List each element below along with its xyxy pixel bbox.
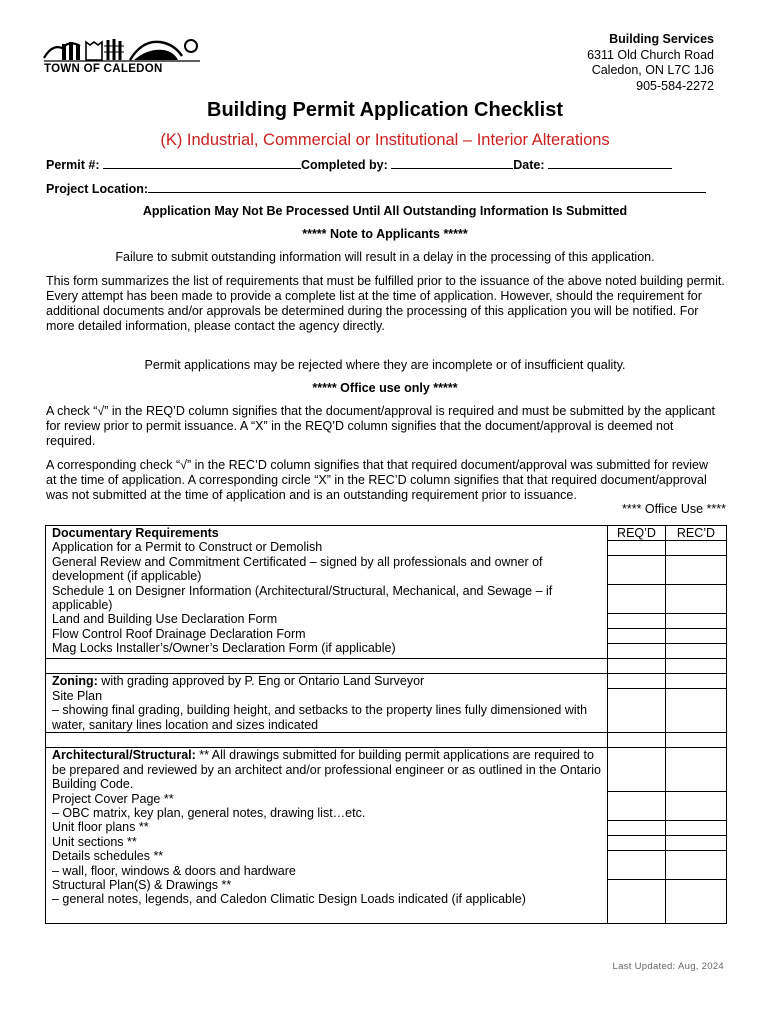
req-checkbox-cell[interactable] bbox=[608, 688, 665, 732]
address-block bbox=[587, 32, 714, 94]
office-use-label: **** Office Use **** bbox=[622, 502, 726, 516]
req-checkbox-cell[interactable] bbox=[608, 879, 665, 923]
completed-by-label: Completed by: bbox=[300, 158, 388, 172]
req-checkbox-cell[interactable] bbox=[608, 791, 665, 820]
req-checkbox-cell[interactable] bbox=[608, 613, 665, 628]
list-item: Details schedules ** bbox=[52, 849, 164, 864]
recd-checkbox-cell[interactable] bbox=[666, 850, 726, 879]
recd-checkbox-cell[interactable] bbox=[666, 688, 726, 732]
recd-checkbox-cell[interactable] bbox=[666, 555, 726, 584]
list-item: Flow Control Roof Drainage Declaration Form bbox=[52, 626, 306, 641]
req-checkbox-cell[interactable] bbox=[608, 643, 665, 658]
date-field[interactable] bbox=[548, 157, 672, 169]
failure-notice: Failure to submit outstanding information will result in a delay in the processing of this application. bbox=[115, 250, 655, 264]
recd-checkbox-cell[interactable] bbox=[666, 613, 726, 628]
req-checkbox-cell[interactable] bbox=[608, 628, 665, 643]
architectural-heading: Architectural/Structural: bbox=[52, 748, 196, 763]
list-item: Unit sections ** bbox=[52, 834, 137, 849]
table-row bbox=[46, 674, 727, 733]
list-item-detail: – OBC matrix, key plan, general notes, drawing list…etc. bbox=[52, 806, 366, 821]
recd-checkbox-cell[interactable] bbox=[666, 820, 726, 835]
req-checkbox-cell[interactable] bbox=[608, 850, 665, 879]
list-item-detail: – general notes, legends, and Caledon Climatic Design Loads indicated (if applicable) bbox=[52, 892, 526, 907]
table-row bbox=[46, 748, 727, 924]
project-location-row bbox=[46, 181, 706, 196]
req-column-header: REQ’D bbox=[617, 526, 656, 540]
town-logo bbox=[42, 36, 202, 78]
summary-paragraph: This form summarizes the list of requirements that must be fulfilled prior to the issuance of the above noted building permit. Every attempt has been made to provide a complete list at the time of application. However, should the requirement for additional documents and/or approvals be determined during the processing of this application you will be notified. For more detailed information, please contact the agency directly. bbox=[46, 274, 725, 333]
page-subtitle: (K) Industrial, Commercial or Institutional – Interior Alterations bbox=[160, 131, 610, 149]
department-name: Building Services bbox=[609, 32, 714, 46]
list-item: Project Cover Page ** bbox=[52, 791, 174, 806]
req-checkbox-cell[interactable] bbox=[608, 540, 665, 555]
recd-checkbox-cell[interactable] bbox=[666, 791, 726, 820]
city-postal: Caledon, ON L7C 1J6 bbox=[591, 63, 714, 77]
recd-checkbox-cell[interactable] bbox=[666, 643, 726, 658]
table-row bbox=[46, 659, 727, 674]
list-item: Structural Plan(S) & Drawings ** bbox=[52, 878, 232, 893]
project-location-field[interactable] bbox=[148, 181, 706, 193]
recd-checkbox-cell[interactable] bbox=[666, 584, 726, 613]
list-item: Mag Locks Installer’s/Owner’s Declaration Form (if applicable) bbox=[52, 641, 396, 656]
req-checkbox-cell[interactable] bbox=[608, 584, 665, 613]
requirements-table bbox=[45, 525, 727, 924]
permit-number-field[interactable] bbox=[103, 157, 301, 169]
list-item-detail: – showing final grading, building height, and setbacks to the property lines fully dimensioned with water, sanitary lines location and sizes indicated bbox=[52, 703, 588, 732]
req-checkbox-cell[interactable] bbox=[608, 820, 665, 835]
list-item-detail: – wall, floor, windows & doors and hardware bbox=[52, 863, 296, 878]
recd-checkbox-cell[interactable] bbox=[666, 835, 726, 850]
office-use-heading: ***** Office use only ***** bbox=[312, 381, 458, 395]
project-location-label: Project Location: bbox=[46, 182, 149, 196]
list-item: Unit floor plans ** bbox=[52, 820, 149, 835]
recd-checkbox-cell[interactable] bbox=[666, 879, 726, 923]
list-item: Schedule 1 on Designer Information (Architectural/Structural, Mechanical, and Sewage – if applicable) bbox=[52, 583, 553, 613]
note-heading: ***** Note to Applicants ***** bbox=[302, 227, 468, 241]
processing-notice: Application May Not Be Processed Until All Outstanding Information Is Submitted bbox=[142, 204, 628, 218]
completed-by-field[interactable] bbox=[391, 157, 513, 169]
recd-column-header: REC’D bbox=[676, 526, 716, 540]
phone-number: 905-584-2272 bbox=[636, 78, 714, 93]
documentary-heading: Documentary Requirements bbox=[52, 526, 219, 540]
recd-column-explanation: A corresponding check “√” in the REC’D column signifies that that required document/approval was submitted for review at the time of application. A corresponding circle “X” in the REC’D column signifies that that required document/approval was not submitted at the time of application and is an outstanding requirement prior to issuance. bbox=[46, 458, 709, 502]
caledon-landscape-icon bbox=[42, 36, 202, 64]
logo-text: TOWN OF CALEDON bbox=[44, 63, 163, 75]
req-checkbox-cell[interactable] bbox=[608, 835, 665, 850]
table-row bbox=[46, 733, 727, 748]
req-checkbox-cell[interactable] bbox=[608, 555, 665, 584]
list-item: Application for a Permit to Construct or Demolish bbox=[52, 540, 323, 555]
street-address: 6311 Old Church Road bbox=[587, 47, 714, 62]
page-title: Building Permit Application Checklist bbox=[207, 99, 563, 121]
date-label: Date: bbox=[513, 158, 545, 172]
list-item: Land and Building Use Declaration Form bbox=[52, 612, 278, 627]
rejection-notice: Permit applications may be rejected where they are incomplete or of insufficient quality. bbox=[144, 358, 626, 372]
permit-info-row bbox=[46, 157, 672, 172]
last-updated-footer: Last Updated: Aug, 2024 bbox=[612, 961, 724, 972]
req-column-explanation: A check “√” in the REQ’D column signifies that the document/approval is required and must be submitted by the applicant for review prior to permit issuance. A “X” in the REQ’D column signifies that the document/approval is deemed not required. bbox=[46, 404, 716, 448]
list-item: Site Plan bbox=[52, 688, 103, 703]
recd-checkbox-cell[interactable] bbox=[666, 540, 726, 555]
list-item: General Review and Commitment Certificated – signed by all professionals and owner of development (if applicable) bbox=[52, 554, 543, 584]
table-row bbox=[46, 526, 727, 659]
zoning-heading: Zoning: bbox=[52, 674, 98, 689]
permit-number-label: Permit #: bbox=[46, 158, 100, 172]
zoning-note: with grading approved by P. Eng or Ontario Land Surveyor bbox=[97, 674, 425, 689]
recd-checkbox-cell[interactable] bbox=[666, 628, 726, 643]
architectural-note: ** All drawings submitted for building permit applications are required to be prepared and reviewed by an architect and/or professional engineer or as outlined in the Ontario Building Code. bbox=[52, 748, 601, 792]
